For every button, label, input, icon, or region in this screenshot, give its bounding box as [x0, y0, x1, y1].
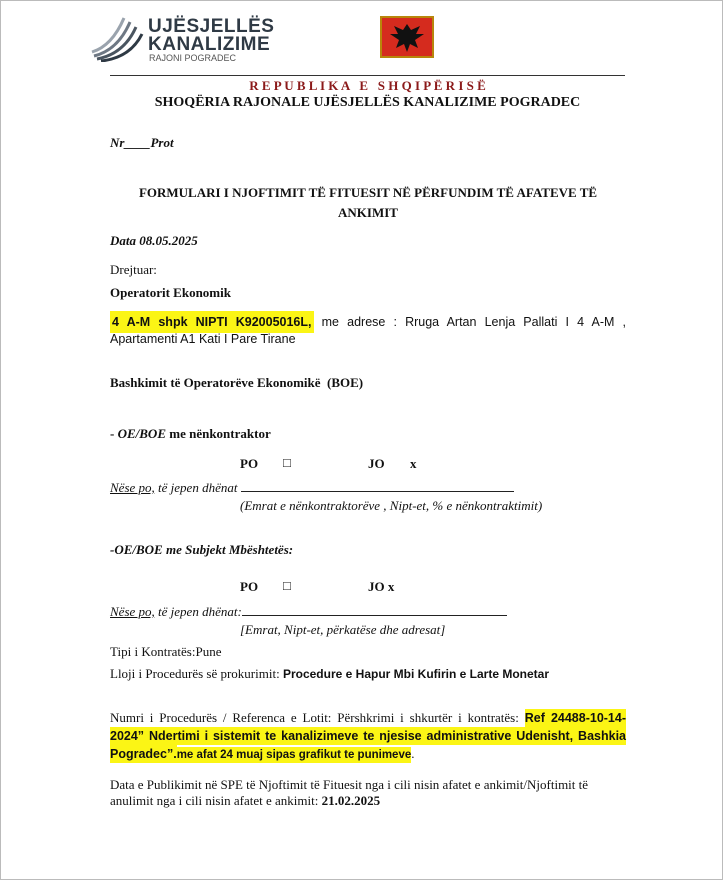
- subcontractor-hint: (Emrat e nënkontraktorëve , Nipt-et, % e nënkontraktimit): [240, 498, 543, 513]
- logo-line1: UJËSJELLËS: [148, 16, 275, 37]
- nese-po-1: Nëse po,: [110, 480, 155, 495]
- company-name: SHOQËRIA RAJONALE UJËSJELLËS KANALIZIME POGRADEC: [154, 95, 581, 110]
- publication-label: Data e Publikimit në SPE të Njoftimit të Fituesit nga i cili nisin afatet e ankimit/Njoftimit të anulimit nga i cili nisin afatet e ankimit:: [110, 777, 589, 808]
- po-label-1: PO: [240, 456, 259, 471]
- procedure-reference: Numri i Procedurës / Referenca e Lotit: Përshkrimi i shkurtër i kontratës: Ref 24488-10-14-2024” Ndertimi i sistemit te kanalizimeve te njesise administrative Udenisht, Bashkia Pogradec”.me afat 24 muaj sipas grafikut te punimeve.: [110, 710, 626, 761]
- subcontractor-data-line: [110, 479, 514, 496]
- operator-heading: Operatorit Ekonomik: [110, 285, 231, 300]
- nese-po-2: Nëse po,: [110, 604, 155, 619]
- waves-logo-icon: [88, 16, 146, 62]
- nr-prot: Nr____Prot: [110, 135, 174, 150]
- sub-rest: me nënkontraktor: [166, 426, 271, 441]
- form-title: FORMULARI I NJOFTIMIT TË FITUESIT NË PËRFUNDIM TË AFATEVE TË ANKIMIT: [138, 185, 598, 220]
- operator-name-nipt: 4 A-M shpk NIPTI K92005016L,: [110, 311, 314, 333]
- jo-label-1: JO: [368, 456, 385, 471]
- te-jepen-1: të jepen dhënat: [154, 480, 241, 495]
- te-jepen-2: të jepen dhënat:: [154, 604, 242, 619]
- jo-label-2: JO x: [368, 579, 395, 594]
- eagle-icon: [382, 18, 432, 56]
- reference-value: Ref 24488-10-14-2024” Ndertimi i sistemit te kanalizimeve te njesise administrative Udenisht, Bashkia Pogradec”.: [110, 711, 626, 761]
- republic-title: R E P U B L I K A E S H Q I P Ë R I S Ë: [249, 78, 486, 93]
- logo-line2: KANALIZIME: [148, 34, 271, 55]
- contract-type: Tipi i Kontratës:Pune: [110, 644, 222, 659]
- po-checkbox-1[interactable]: □: [283, 455, 291, 470]
- albania-emblem: [380, 16, 434, 58]
- po-label-2: PO: [240, 579, 259, 594]
- procedure-type: [110, 666, 549, 682]
- jo-mark-1: x: [410, 456, 417, 471]
- operator-details: [110, 314, 626, 348]
- document-date: Data 08.05.2025: [110, 233, 198, 248]
- procedure-label: Lloji i Procedurës së prokurimit:: [110, 666, 283, 681]
- header-rule: [110, 75, 625, 76]
- sub-dash: -: [110, 426, 118, 441]
- support-data-line: [110, 603, 507, 620]
- support-hint: [Emrat, Nipt-et, përkatëse dhe adresat]: [240, 622, 446, 637]
- procedure-value: Procedure e Hapur Mbi Kufirin e Larte Monetar: [282, 667, 549, 681]
- subcontractor-heading: [110, 426, 271, 442]
- reference-label: Numri i Procedurës / Referenca e Lotit: Përshkrimi i shkurtër i kontratës:: [110, 710, 525, 725]
- support-heading: -OE/BOE me Subjekt Mbështetës:: [110, 542, 294, 557]
- logo-line3: RAJONI POGRADEC: [149, 53, 237, 63]
- boe-heading: Bashkimit të Operatorëve Ekonomikë (BOE): [110, 375, 364, 390]
- operator-address: me adrese : Rruga Artan Lenja Pallati I 4 A-M , Apartamenti A1 Kati I Pare Tirane: [110, 315, 626, 346]
- reference-tail: me afat 24 muaj sipas grafikut te punimeve: [176, 749, 412, 761]
- support-blank[interactable]: [242, 603, 507, 616]
- sub-oe: OE/BOE: [117, 426, 166, 441]
- po-checkbox-2[interactable]: □: [283, 578, 291, 593]
- company-logo: [88, 14, 298, 64]
- addressed-label: Drejtuar:: [110, 262, 157, 277]
- subcontractor-blank[interactable]: [241, 479, 514, 492]
- publication-info: [110, 777, 626, 809]
- publication-date: 21.02.2025: [321, 793, 381, 808]
